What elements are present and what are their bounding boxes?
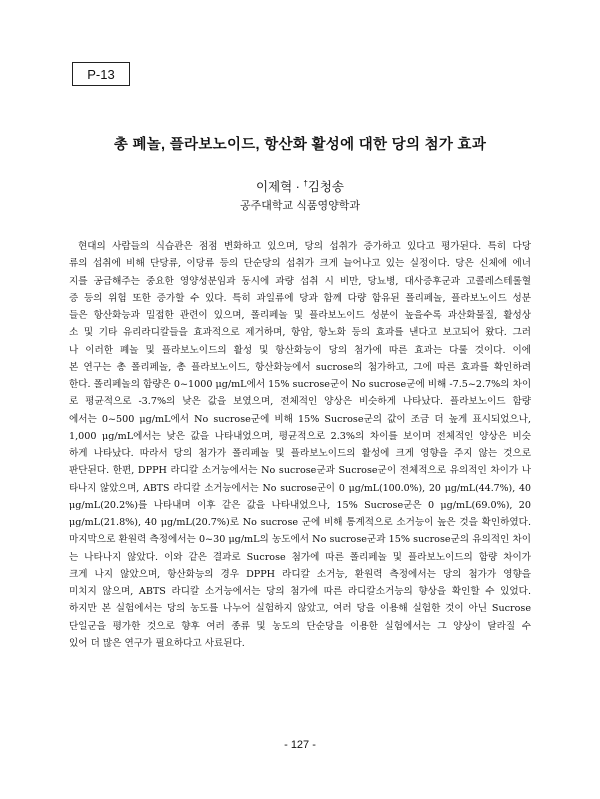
body-line: 증 등의 위험 또한 증가할 수 있다. 특히 과일류에 당과 함께 다량 함유된 폴리페놀, 플라보노이드 성분 — [69, 292, 531, 304]
body-line: 크게 나지 않았으며, 항산화능의 경우 DPPH 라디칼 소거능, 환원력 측정에서는 당의 첨가가 영향을 — [69, 568, 531, 580]
body-line: 타나지 않았으며, ABTS 라디칼 소거능에서는 No sucrose군이 0 μg/mL(100.0%), 20 μg/mL(44.7%), 40 — [69, 482, 531, 494]
body-line: 들은 항산화능과 밀접한 관련이 있으며, 폴리페놀 및 플라보노이드 성분이 높을수록 과산화물질, 활성상 — [69, 310, 531, 321]
body-line: 소 및 기타 유리라디칼들을 효과적으로 제거하며, 항암, 항노화 등의 효과를 낸다고 보고되어 왔다. 그러 — [69, 327, 531, 339]
body-line: 나 이러한 폐놀 및 플라보노이드의 활성 및 항산화능이 당의 첨가에 따른 효과는 다룰 것이다. 이에 — [69, 344, 531, 356]
body-line: 본 연구는 총 폴리페놀, 총 플라보노이드, 항산화능에서 sucrose의 첨가하고, 그에 따른 효과를 확인하려 — [69, 361, 531, 373]
paper-title: 총 폐놀, 플라보노이드, 항산화 활성에 대한 당의 첨가 효과 — [113, 137, 487, 153]
body-line: 지를 공급해주는 중요한 영양성분임과 동시에 과량 섭취 시 비만, 당뇨병, 대사증후군과 고콜레스테롤혈 — [69, 275, 531, 287]
body-line: 마지막으로 환원력 측정에서는 0~30 μg/mL의 농도에서 No sucrose군과 15% sucrose군의 유의적인 차이 — [69, 534, 531, 546]
body-line: 는 나타나지 않았다. 이와 같은 결과로 Sucrose 첨가에 따른 폴리페놀 및 플라보노이드의 함량 차이가 — [69, 551, 531, 563]
body-line: 류의 섭취에 비해 단당류, 이당류 등의 단순당의 섭취가 크게 늘어나고 있는 실정이다. 당은 신체에 에너 — [69, 258, 531, 270]
body-line: 한다. 폴리페놀의 함량은 0~1000 μg/mL에서 15% sucrose군이 No sucrose군에 비해 -7.5~2.7%의 차이 — [69, 379, 531, 390]
author-second: 김청송 — [307, 180, 345, 194]
body-line: 현대의 사람들의 식습관은 점점 변화하고 있으며, 당의 섭취가 증가하고 있다고 평가된다. 특히 다당 — [78, 241, 531, 252]
body-line: 단일군을 평가한 것으로 향후 여러 종류 및 농도의 단순당을 이용한 실험에서는 그 양상이 달라질 수 — [69, 620, 531, 632]
page-number: - 127 - — [284, 739, 316, 751]
body-line: 미치지 않으며, ABTS 라디칼 소거능에서는 당의 첨가에 따른 라디칼소거능의 향상을 확인할 수 있었다. — [69, 586, 531, 597]
body-line: μg/mL(21.8%), 40 μg/mL(20.7%)로 No sucrose 군에 비해 통계적으로 소거능이 높은 것을 확인하였다. — [69, 517, 531, 528]
body-line: 에서는 0~500 μg/mL에서 No sucrose군에 비해 15% Sucrose군의 값이 조금 더 높게 표시되었으나, — [69, 413, 531, 425]
body-line: 하게 나타났다. 따라서 당의 첨가가 폴리페놀 및 플라보노이드의 활성에 크게 영향을 주지 않는 것으로 — [69, 448, 531, 459]
body-line: μg/mL(20.2%)를 나타내며 이후 같은 값을 나타내었으나, 15% Sucrose군은 0 μg/mL(69.0%), 20 — [69, 499, 531, 511]
corresponding-author-mark: † — [303, 179, 308, 188]
abstract-body — [69, 238, 531, 652]
body-line: 하지만 본 실험에서는 당의 농도를 나누어 실험하지 않았고, 여러 당을 이용해 실험한 것이 아닌 Sucrose — [69, 603, 531, 615]
abstract-code-box: P-13 — [72, 62, 130, 86]
body-line: 있어 더 많은 연구가 필요하다고 사료된다. — [69, 637, 245, 649]
body-line: 로 평균적으로 -3.7%의 낮은 값을 보였으며, 전체적인 양상은 비슷하게 나타났다. 플라보노이드 함량 — [69, 396, 531, 408]
body-line: 판단된다. 한편, DPPH 라디칼 소거능에서는 No sucrose군과 Sucrose군이 전체적으로 유의적인 차이가 나 — [69, 465, 531, 477]
author-first: 이제혁 · — [255, 180, 304, 194]
body-line: 1,000 μg/mL에서는 낮은 값을 나타내었으며, 평균적으로 2.3%의 차이를 보이며 전체적인 양상은 비슷 — [69, 430, 531, 442]
author-line — [0, 177, 600, 195]
affiliation: 공주대학교 식품영양학과 — [240, 200, 360, 212]
